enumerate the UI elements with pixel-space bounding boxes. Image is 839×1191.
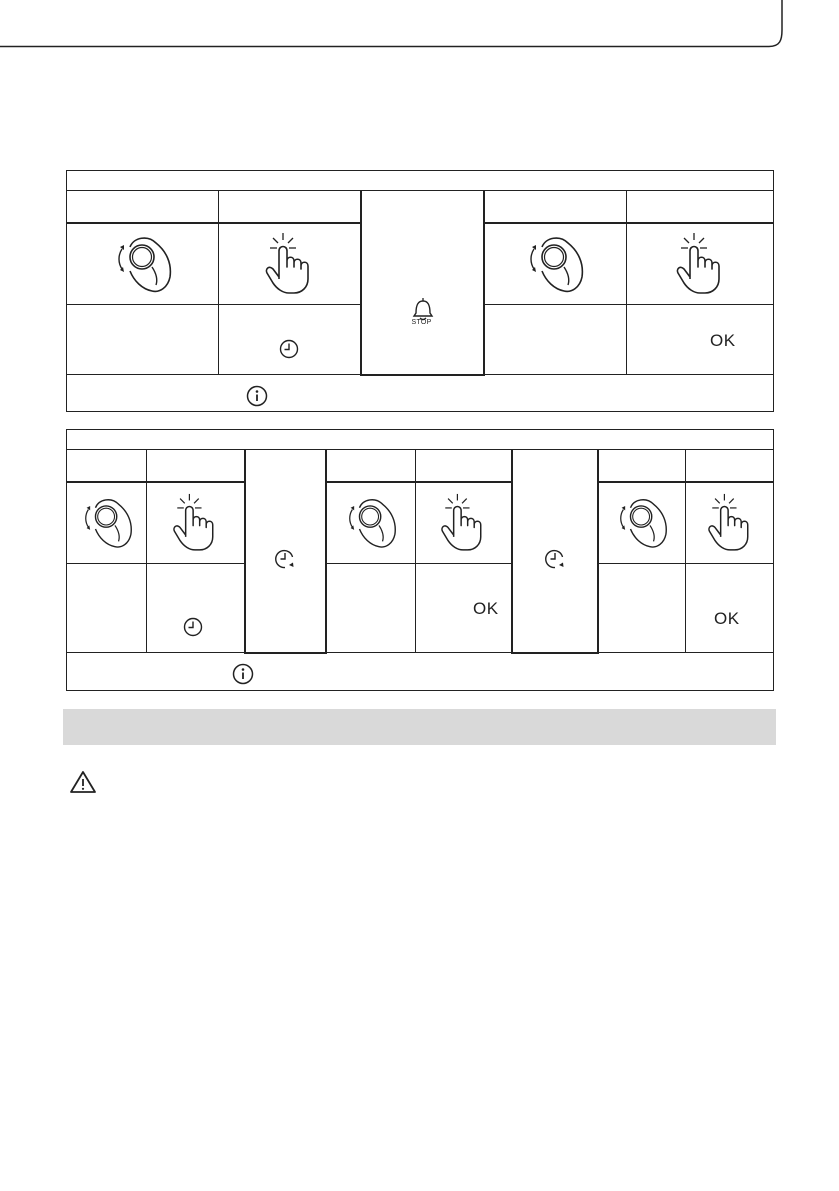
step-header xyxy=(147,450,245,483)
step-header xyxy=(598,450,686,483)
table-title xyxy=(67,430,774,450)
rotary-knob-hand-icon xyxy=(76,491,138,551)
finger-press-icon xyxy=(702,490,758,552)
press-cell xyxy=(219,223,361,305)
rotary-knob-hand-icon xyxy=(108,229,178,295)
finger-press-icon xyxy=(167,490,223,552)
bell-stop-cell xyxy=(361,191,484,375)
procedure-table-2 xyxy=(66,429,774,691)
comment-cell xyxy=(598,564,686,653)
comment-cell xyxy=(219,305,361,375)
finger-press-icon xyxy=(435,490,491,552)
step-header xyxy=(219,191,361,224)
info-icon xyxy=(232,663,254,685)
comment-cell xyxy=(67,564,147,653)
step-header xyxy=(484,191,627,224)
section-header-bar xyxy=(63,709,776,745)
rotary-knob-hand-icon xyxy=(340,491,402,551)
info-icon xyxy=(246,385,268,407)
rotary-knob-hand-icon xyxy=(520,229,590,295)
finger-press-icon xyxy=(670,229,730,295)
comment-cell xyxy=(627,305,774,375)
clock-arrow-icon xyxy=(273,547,297,571)
clock-icon xyxy=(279,339,299,359)
finger-press-icon xyxy=(259,229,319,295)
knob-cell xyxy=(484,223,627,305)
step-header xyxy=(67,191,219,224)
clock-arrow-icon xyxy=(543,547,567,571)
press-cell xyxy=(147,482,245,564)
table-title xyxy=(67,171,774,191)
stop-label: STOP xyxy=(411,319,432,326)
comment-cell xyxy=(147,564,245,653)
ok-label: OK xyxy=(714,609,740,628)
knob-cell xyxy=(67,223,219,305)
comment-cell xyxy=(67,305,219,375)
rotary-knob-hand-icon xyxy=(611,491,673,551)
ok-label: OK xyxy=(473,599,499,618)
step-header xyxy=(326,450,416,483)
warning-triangle-icon xyxy=(69,770,97,794)
knob-cell xyxy=(67,482,147,564)
press-cell xyxy=(627,223,774,305)
step-header xyxy=(416,450,512,483)
step-header xyxy=(67,450,147,483)
press-cell xyxy=(686,482,774,564)
top-rule xyxy=(0,0,800,48)
step-header xyxy=(627,191,774,224)
comment-cell xyxy=(686,564,774,653)
step-header xyxy=(686,450,774,483)
procedure-table-1 xyxy=(66,170,774,412)
clock-icon xyxy=(183,617,203,637)
comment-cell xyxy=(484,305,627,375)
info-note xyxy=(67,653,774,691)
comment-cell xyxy=(416,564,512,653)
comment-cell xyxy=(326,564,416,653)
clock-arrow-cell xyxy=(245,450,326,653)
knob-cell xyxy=(326,482,416,564)
clock-arrow-cell xyxy=(512,450,598,653)
press-cell xyxy=(416,482,512,564)
info-note xyxy=(67,375,774,412)
ok-label: OK xyxy=(710,331,736,350)
knob-cell xyxy=(598,482,686,564)
